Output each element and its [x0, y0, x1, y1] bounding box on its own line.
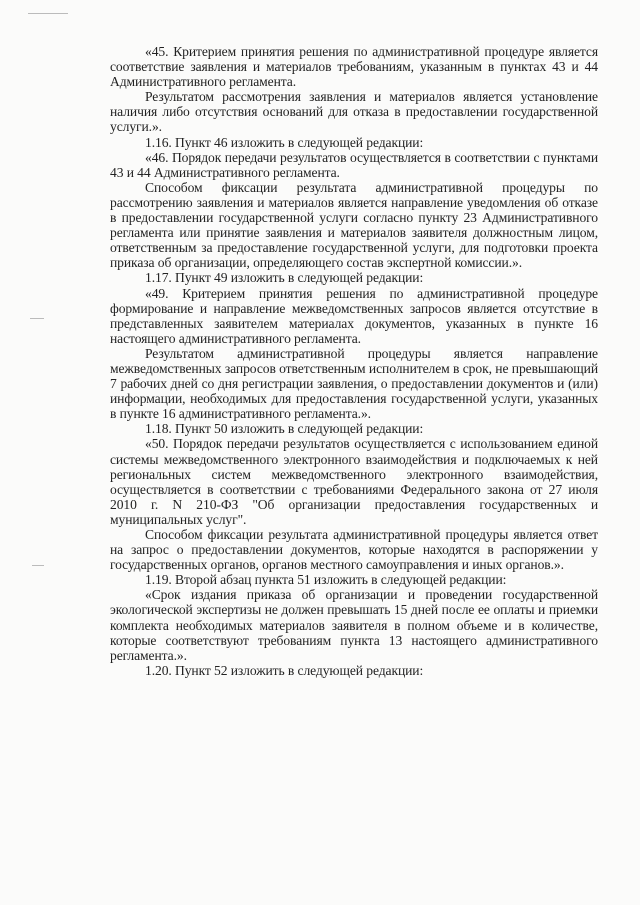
paragraph-7: «49. Критерием принятия решения по административной процедуре формирование и направление межведомственных запросов является отсутствие в представленных заявителем материалах документов, указанных в пункте 16 настоящего административного регламента.: [110, 285, 598, 346]
paragraph-11: Способом фиксации результата административной процедуры является ответ на запрос о предоставлении документов, которые находятся в распоряжении у государственных органов, органов местного самоуправления и иных органов.».: [110, 527, 598, 573]
paragraph-3: 1.16. Пункт 46 изложить в следующей редакции:: [145, 134, 424, 150]
paragraph-14: 1.20. Пункт 52 изложить в следующей редакции:: [145, 662, 424, 678]
paragraph-12: 1.19. Второй абзац пункта 51 изложить в следующей редакции:: [145, 572, 507, 588]
paragraph-6: 1.17. Пункт 49 изложить в следующей редакции:: [145, 270, 424, 286]
paragraph-9: 1.18. Пункт 50 изложить в следующей редакции:: [145, 421, 424, 437]
paragraph-10: «50. Порядок передачи результатов осуществляется с использованием единой системы межведомственного электронного взаимодействия и подключаемых к ней региональных систем межведомственного электронного взаимодействия, осуществляется в соответствии с требованиями Федерального закона от 27 июля 2010 г. N 210-ФЗ "Об организации предоставления государственных и муниципальных услуг".: [110, 436, 598, 527]
paragraph-13: «Срок издания приказа об организации и проведении государственной экологической экспертизы не должен превышать 15 дней после ее оплаты и приемки комплекта необходимых материалов заявителя в полном объеме и в количестве, которые соответствуют требованиям пункта 13 настоящего административного регламента.».: [110, 587, 598, 663]
scan-mark-left-2: [32, 565, 44, 566]
paragraph-5: Способом фиксации результата административной процедуры по рассмотрению заявления и материалов является направление уведомления об отказе в предоставлении государственной услуги согласно пункту 23 Административного регламента или принятие заявления и материалов заявителя должностным лицом, ответственным за предоставление государственной услуги, для подготовки проекта приказа об организации, определяющего состав экспертной комиссии.».: [110, 179, 598, 271]
paragraph-8: Результатом административной процедуры является направление межведомственных запросов ответственным исполнителем в срок, не превышающий 7 рабочих дней со дня регистрации заявления, о предоставлении документов и (или) информации, необходимых для предоставления государственной услуги, указанных в пункте 16 административного регламента.».: [110, 345, 598, 422]
paragraph-4: «46. Порядок передачи результатов осуществляется в соответствии с пунктами 43 и 44 Административного регламента.: [110, 149, 598, 180]
document-body: [110, 44, 598, 678]
paragraph-1: «45. Критерием принятия решения по административной процедуре является соответствие заявления и материалов требованиям, указанным в пунктах 43 и 44 Административного регламента.: [110, 44, 598, 90]
scan-mark-left-1: [30, 318, 44, 319]
paragraph-2: Результатом рассмотрения заявления и материалов является установление наличия либо отсутствия оснований для отказа в предоставлении государственной услуги.».: [110, 89, 598, 135]
scan-mark-top: [28, 13, 68, 14]
